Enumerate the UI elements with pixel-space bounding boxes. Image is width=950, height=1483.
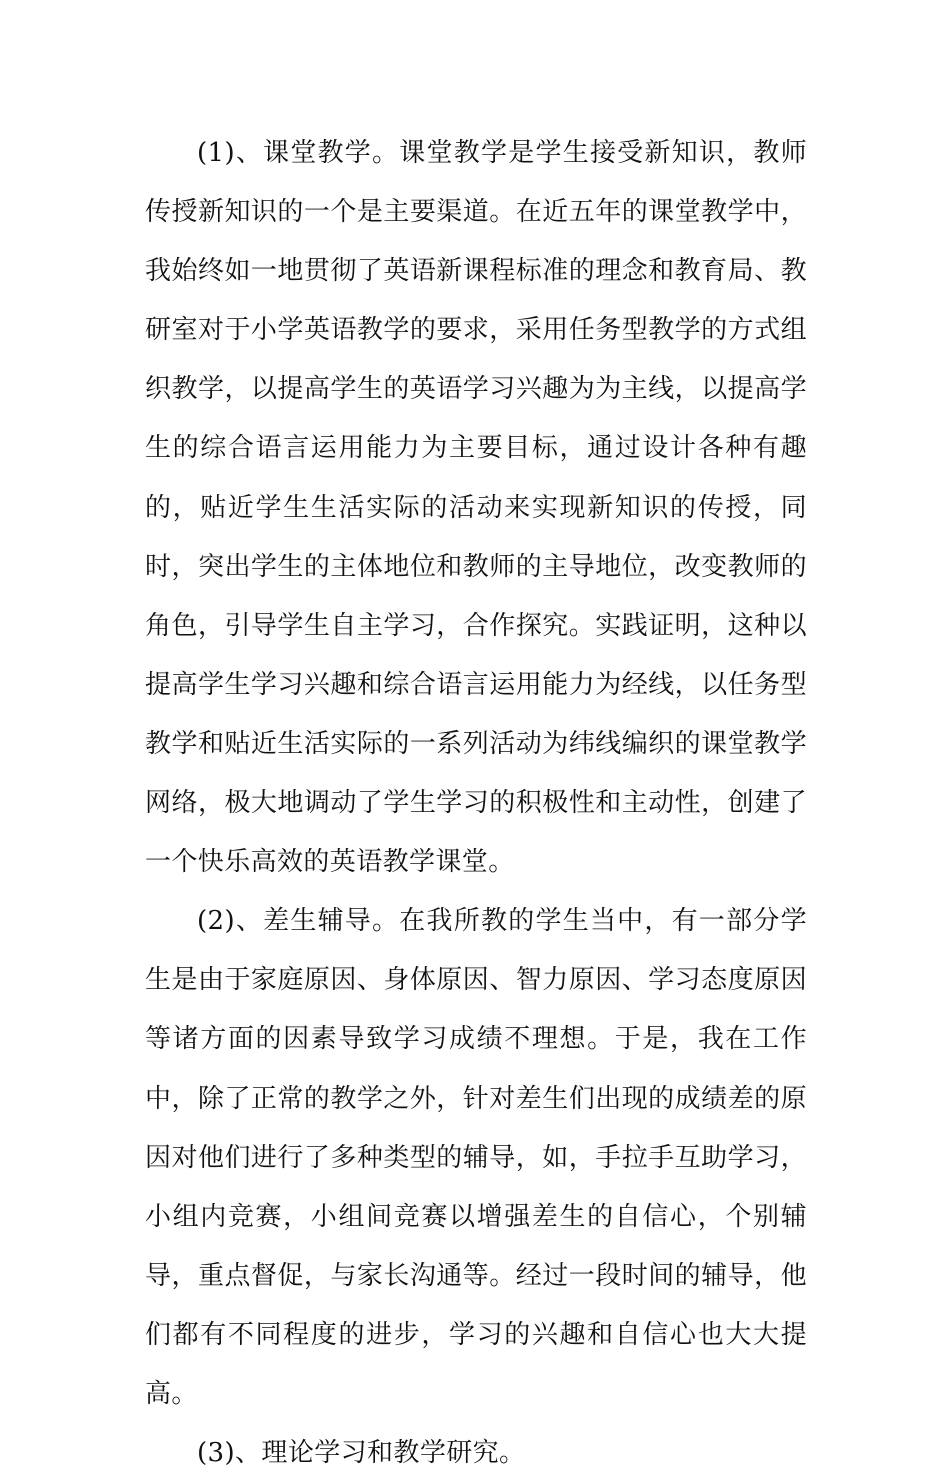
paragraph-student-tutoring: (2)、差生辅导。在我所教的学生当中，有一部分学生是由于家庭原因、身体原因、智力原因、学习态度原因等诸方面的因素导致学习成绩不理想。于是，我在工作中，除了正常的教学之外，针对差生们出现的成绩差的原因对他们进行了多种类型的辅导，如，手拉手互助学习，小组内竞赛，小组间竞赛以增强差生的自信心，个别辅导，重点督促，与家长沟通等。经过一段时间的辅导，他们都有不同程度的进步，学习的兴趣和自信心也大大提高。 xyxy=(145,906,807,1409)
document-page xyxy=(145,124,807,1483)
paragraph-theory-study: (3)、理论学习和教学研究。 xyxy=(197,1438,526,1469)
paragraph-classroom-teaching: (1)、课堂教学。课堂教学是学生接受新知识，教师传授新知识的一个是主要渠道。在近五年的课堂教学中，我始终如一地贯彻了英语新课程标准的理念和教育局、教研室对于小学英语教学的要求，采用任务型教学的方式组织教学，以提高学生的英语学习兴趣为为主线，以提高学生的综合语言运用能力为主要目标，通过设计各种有趣的，贴近学生生活实际的活动来实现新知识的传授，同时，突出学生的主体地位和教师的主导地位，改变教师的角色，引导学生自主学习，合作探究。实践证明，这种以提高学生学习兴趣和综合语言运用能力为经线，以任务型教学和贴近生活实际的一系列活动为纬线编织的课堂教学网络，极大地调动了学生学习的积极性和主动性，创建了一个快乐高效的英语教学课堂。 xyxy=(145,138,807,878)
